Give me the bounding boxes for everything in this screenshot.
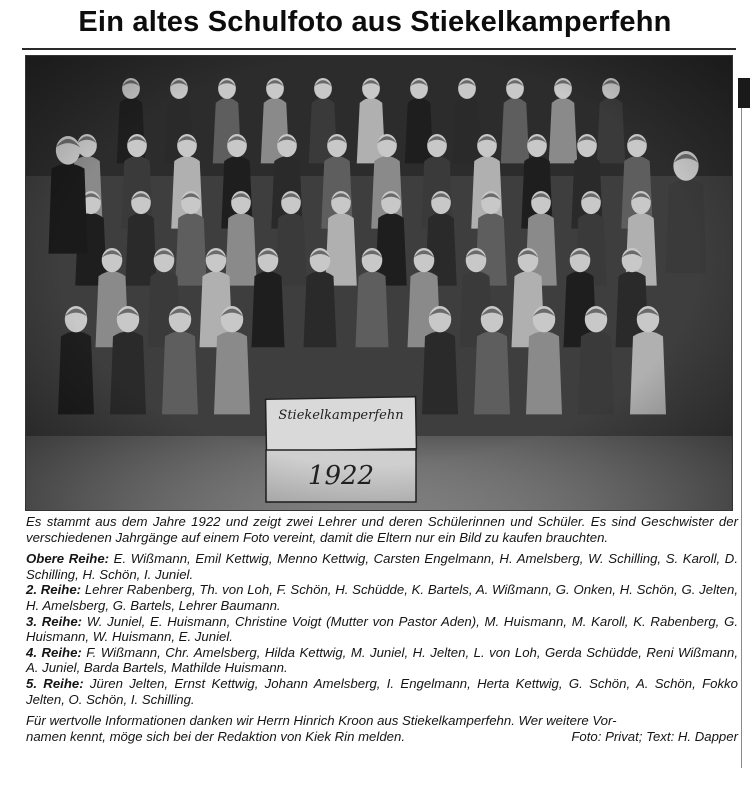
row-names: F. Wißmann, Chr. Amelsberg, Hilda Kettwig, M. Juniel, H. Jelten, L. von Loh, Gerda Schüdde, Reni Wißmann, A. Juniel, Barda Bartels, Mathilde Huismann. bbox=[26, 644, 738, 676]
row-label: 5. Reihe: bbox=[26, 675, 84, 691]
photo-caption bbox=[26, 514, 738, 744]
class-photo bbox=[25, 55, 733, 511]
caption-credits bbox=[26, 713, 738, 744]
caption-intro: Es stammt aus dem Jahre 1922 und zeigt zwei Lehrer und deren Schülerinnen und Schüler. Es sind Geschwister der verschiedenen Jahrgänge auf einem Foto vereint, damit die Eltern nur ein Bild zu kaufen brauchten. bbox=[26, 514, 738, 545]
article-headline: Ein altes Schulfoto aus Stiekelkamperfehn bbox=[78, 6, 672, 38]
row-label: 4. Reihe: bbox=[26, 644, 82, 660]
thanks-line-1: Für wertvolle Informationen danken wir Herrn Hinrich Kroon aus Stiekelkamperfehn. Wer weitere Vor- bbox=[26, 713, 617, 729]
row-top bbox=[26, 551, 738, 582]
class-photo-illustration bbox=[26, 56, 732, 510]
row-names: W. Juniel, E. Huismann, Christine Voigt (Mutter von Pastor Aden), M. Huismann, M. Karoll, K. Rabenberg, G. Huismann, W. Huismann, E. Juniel. bbox=[26, 613, 738, 645]
headline-rule bbox=[22, 48, 736, 50]
row-names: E. Wißmann, Emil Kettwig, Menno Kettwig, Carsten Engelmann, H. Amelsberg, W. Schilling, S. Karoll, D. Schilling, H. Schön, I. Juniel. bbox=[26, 551, 738, 582]
row-5 bbox=[26, 676, 738, 707]
row-label: Obere Reihe: bbox=[26, 551, 110, 567]
column-marker bbox=[738, 78, 750, 108]
row-label: 3. Reihe: bbox=[26, 613, 83, 629]
row-2 bbox=[26, 582, 738, 613]
row-label: 2. Reihe: bbox=[26, 582, 82, 598]
row-names: Lehrer Rabenberg, Th. von Loh, F. Schön, H. Schüdde, K. Bartels, A. Wißmann, G. Onken, H. Schön, G. Jelten, H. Amelsberg, G. Bartels, Lehrer Baumann. bbox=[26, 582, 738, 613]
row-3 bbox=[26, 614, 738, 645]
row-names: Jüren Jelten, Ernst Kettwig, Johann Amelsberg, I. Engelmann, Herta Kettwig, G. Schön, A. Schön, Fokko Jelten, O. Schön, I. Schilling. bbox=[26, 675, 738, 707]
photo-credit: Foto: Privat; Text: H. Dapper bbox=[571, 728, 738, 744]
column-divider bbox=[741, 108, 742, 768]
thanks-line-2: namen kennt, möge sich bei der Redaktion von Kiek Rin melden. bbox=[26, 728, 405, 744]
row-4 bbox=[26, 645, 738, 676]
